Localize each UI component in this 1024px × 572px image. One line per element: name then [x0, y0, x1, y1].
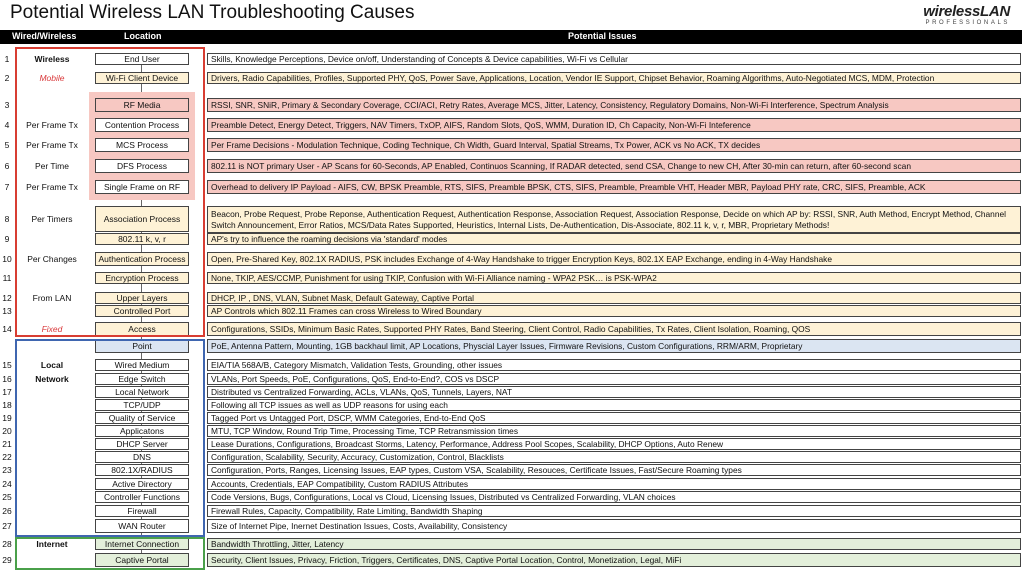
header-wired-wireless: Wired/Wireless [12, 31, 77, 41]
potential-issues-cell: Firewall Rules, Capacity, Compatibility, Rate Limiting, Bandwidth Shaping [207, 505, 1021, 517]
page-title: Potential Wireless LAN Troubleshooting Causes [10, 2, 415, 23]
row-number: 17 [2, 387, 12, 397]
potential-issues-cell: Configuration, Ports, Ranges, Licensing Issues, EAP types, Custom VSA, Scalability, Resouces, Certificate Issues, Fast/Secure Roaming types [207, 464, 1021, 476]
header-location: Location [124, 31, 162, 41]
location-box: Local Network [95, 386, 189, 398]
logo-wordmark: wirelessLAN [923, 3, 1010, 20]
row-number: 15 [2, 360, 12, 370]
row-number: 10 [2, 254, 12, 264]
wired-wireless-label: Mobile [39, 73, 65, 83]
potential-issues-cell: Drivers, Radio Capabilities, Profiles, Supported PHY, QoS, Power Save, Applications, Location, Vendor IE Support, Chipset Behavior, Roaming Algorithms, Auto-Negotiated MCS, MDM, Protection [207, 72, 1021, 84]
row-number: 22 [2, 452, 12, 462]
wired-wireless-label: From LAN [32, 293, 72, 303]
potential-issues-cell: Following all TCP issues as well as UDP reasons for using each [207, 399, 1021, 411]
local-network-zone-outline [15, 339, 205, 537]
location-box: Controlled Port [95, 305, 189, 317]
row-number: 26 [2, 506, 12, 516]
potential-issues-cell: Open, Pre-Shared Key, 802.1X RADIUS, PSK includes Exchange of 4-Way Handshake to trigger Encryption Keys, 802.1X EAP Exchange, ending in 4-Way Handshake [207, 252, 1021, 266]
row-number: 28 [2, 539, 12, 549]
wired-wireless-label: Per Changes [27, 254, 77, 264]
potential-issues-cell: MTU, TCP Window, Round Trip Time, Processing Time, TCP Retransmission times [207, 425, 1021, 437]
potential-issues-cell: Size of Internet Pipe, Inernet Destination Issues, Costs, Availability, Consistency [207, 519, 1021, 533]
header-potential-issues: Potential Issues [568, 31, 637, 41]
location-box: Wi-Fi Client Device [95, 72, 189, 84]
wired-wireless-label: Network [35, 374, 69, 384]
location-box: RF Media [95, 98, 189, 112]
location-box: Firewall [95, 505, 189, 517]
location-box: Encryption Process [95, 272, 189, 284]
wired-wireless-label: Per Time [34, 161, 69, 171]
location-box: TCP/UDP [95, 399, 189, 411]
location-box: Active Directory [95, 478, 189, 490]
wired-wireless-label: Fixed [41, 324, 63, 334]
location-box: End User [95, 53, 189, 65]
potential-issues-cell: None, TKIP, AES/CCMP, Punishment for using TKIP, Confusion with Wi-Fi Alliance naming - WPA2 PSK… is PSK-WPA2 [207, 272, 1021, 284]
potential-issues-cell: Tagged Port vs Untagged Port, DSCP, WMM Categories, End-to-End QoS [207, 412, 1021, 424]
location-box: Quality of Service [95, 412, 189, 424]
row-number: 20 [2, 426, 12, 436]
potential-issues-cell: Code Versions, Bugs, Configurations, Local vs Cloud, Licensing Issues, Distributed vs Centralized Forwarding, VLAN choices [207, 491, 1021, 503]
location-box: Controller Functions [95, 491, 189, 503]
brand-logo [923, 4, 1010, 26]
location-box: DHCP Server [95, 438, 189, 450]
row-number: 24 [2, 479, 12, 489]
location-box: 802.11 k, v, r [95, 233, 189, 245]
row-number: 9 [4, 234, 10, 244]
row-number: 13 [2, 306, 12, 316]
row-number: 1 [4, 54, 10, 64]
location-box: Association Process [95, 206, 189, 232]
potential-issues-cell: Skills, Knowledge Perceptions, Device on/off, Understanding of Concepts & Device capabilities, Wi-Fi vs Cellular [207, 53, 1021, 65]
potential-issues-cell: Distributed vs Centralized Forwarding, ACLs, VLANs, QoS, Tunnels, Layers, NAT [207, 386, 1021, 398]
location-box: 802.1X/RADIUS [95, 464, 189, 476]
potential-issues-cell: AP Controls which 802.11 Frames can cross Wireless to Wired Boundary [207, 305, 1021, 317]
wireless-zone-outline [15, 47, 205, 337]
potential-issues-cell: EIA/TIA 568A/B, Category Mismatch, Validation Tests, Grounding, other issues [207, 359, 1021, 371]
row-number: 3 [4, 100, 10, 110]
location-box: Contention Process [95, 118, 189, 132]
row-number: 25 [2, 492, 12, 502]
location-box: MCS Process [95, 138, 189, 152]
location-box: Authentication Process [95, 252, 189, 266]
location-box: Point [95, 339, 189, 353]
potential-issues-cell: VLANs, Port Speeds, PoE, Configurations, QoS, End-to-End?, COS vs DSCP [207, 373, 1021, 385]
row-number: 8 [4, 214, 10, 224]
location-box: Edge Switch [95, 373, 189, 385]
internet-zone-outline [15, 537, 205, 570]
location-box: Internet Connection [95, 538, 189, 550]
wired-wireless-label: Internet [36, 539, 68, 549]
row-number: 21 [2, 439, 12, 449]
row-number: 18 [2, 400, 12, 410]
row-number: 16 [2, 374, 12, 384]
potential-issues-cell: RSSI, SNR, SNiR, Primary & Secondary Coverage, CCI/ACI, Retry Rates, Average MCS, Jitter, Latency, Consistency, Regulatory Domains, Non-Wi-Fi Interference, Spectrum Analysis [207, 98, 1021, 112]
location-box: Captive Portal [95, 553, 189, 567]
row-number: 27 [2, 521, 12, 531]
potential-issues-cell: Beacon, Probe Request, Probe Reponse, Authentication Request, Authentication Response, Association Request, Association Response, Decide on which AP by: RSSI, SNR, Auth Method, Encrypt Method, Channel Switch Announcement, Error Ratios, MCS/Data Rates Supported, Heuristics, Internal Lists, De-Authentication, Dis-Associate, 802.11 k, v, r, MBR, Proprietary Methods! [207, 206, 1021, 233]
logo-tagline: PROFESSIONALS [925, 20, 1010, 26]
location-box: DFS Process [95, 159, 189, 173]
potential-issues-cell: Configurations, SSIDs, Minimum Basic Rates, Supported PHY Rates, Band Steering, Client Control, Radio Capabilities, Tx Rates, Client Isolation, Roaming, QOS [207, 322, 1021, 336]
potential-issues-cell: Per Frame Decisions - Modulation Technique, Coding Technique, Ch Width, Guard Interval, Spatial Streams, Tx Power, ACK vs No ACK, TX decides [207, 138, 1021, 152]
potential-issues-cell: PoE, Antenna Pattern, Mounting, 1GB backhaul limit, AP Locations, Physcial Layer Issues, Firmware Revisions, Custom Configurations, RRM/ARM, Proprietary [207, 339, 1021, 353]
potential-issues-cell: Security, Client Issues, Privacy, Friction, Triggers, Certificates, DNS, Captive Portal Location, Control, Monetization, Legal, MiFi [207, 553, 1021, 567]
row-number: 14 [2, 324, 12, 334]
row-number: 23 [2, 465, 12, 475]
wired-wireless-label: Local [40, 360, 64, 370]
wired-wireless-label: Wireless [34, 54, 70, 64]
location-box: WAN Router [95, 519, 189, 533]
row-number: 12 [2, 293, 12, 303]
potential-issues-cell: Configuration, Scalability, Security, Accuracy, Customization, Control, Blacklists [207, 451, 1021, 463]
row-number: 5 [4, 140, 10, 150]
table-header [0, 30, 1022, 44]
location-box: DNS [95, 451, 189, 463]
location-box: Access [95, 322, 189, 336]
wired-wireless-label: Per Frame Tx [26, 120, 78, 130]
potential-issues-cell: Overhead to delivery IP Payload - AIFS, CW, BPSK Preamble, RTS, SIFS, Preamble BPSK, CTS, SIFS, Preamble, Preamble VHT, Header MBR, Payload PHY rate, CRC, SIFS, Preamble, ACK [207, 180, 1021, 194]
potential-issues-cell: 802.11 is NOT primary User - AP Scans for 60-Seconds, AP Enabled, Continuos Scanning, If RADAR detected, send CSA, Change to new CH, After 30-min can return, after 60-second scan [207, 159, 1021, 173]
row-number: 6 [4, 161, 10, 171]
row-number: 11 [2, 273, 12, 283]
wired-wireless-label: Per Timers [31, 214, 73, 224]
row-number: 4 [4, 120, 10, 130]
location-box: Applicatons [95, 425, 189, 437]
row-number: 2 [4, 73, 10, 83]
row-number: 19 [2, 413, 12, 423]
potential-issues-cell: Lease Durations, Configurations, Broadcast Storms, Latency, Performance, Address Pool Scopes, Scalability, DHCP Options, Auto Renew [207, 438, 1021, 450]
row-number: 29 [2, 555, 12, 565]
potential-issues-cell: Preamble Detect, Energy Detect, Triggers, NAV Timers, TxOP, AIFS, Random Slots, QoS, WMM, Duration ID, Ch Capacity, Non-Wi-Fi Inteference [207, 118, 1021, 132]
location-box: Wired Medium [95, 359, 189, 371]
potential-issues-cell: Bandwidth Throttling, Jitter, Latency [207, 538, 1021, 550]
potential-issues-cell: DHCP, IP , DNS, VLAN, Subnet Mask, Default Gateway, Captive Portal [207, 292, 1021, 304]
potential-issues-cell: AP's try to influence the roaming decisions via 'standard' modes [207, 233, 1021, 245]
row-number: 7 [4, 182, 10, 192]
location-box: Upper Layers [95, 292, 189, 304]
location-box: Single Frame on RF [95, 180, 189, 194]
wired-wireless-label: Per Frame Tx [26, 182, 78, 192]
wired-wireless-label: Per Frame Tx [26, 140, 78, 150]
potential-issues-cell: Accounts, Credentials, EAP Compatibility, Custom RADIUS Attributes [207, 478, 1021, 490]
